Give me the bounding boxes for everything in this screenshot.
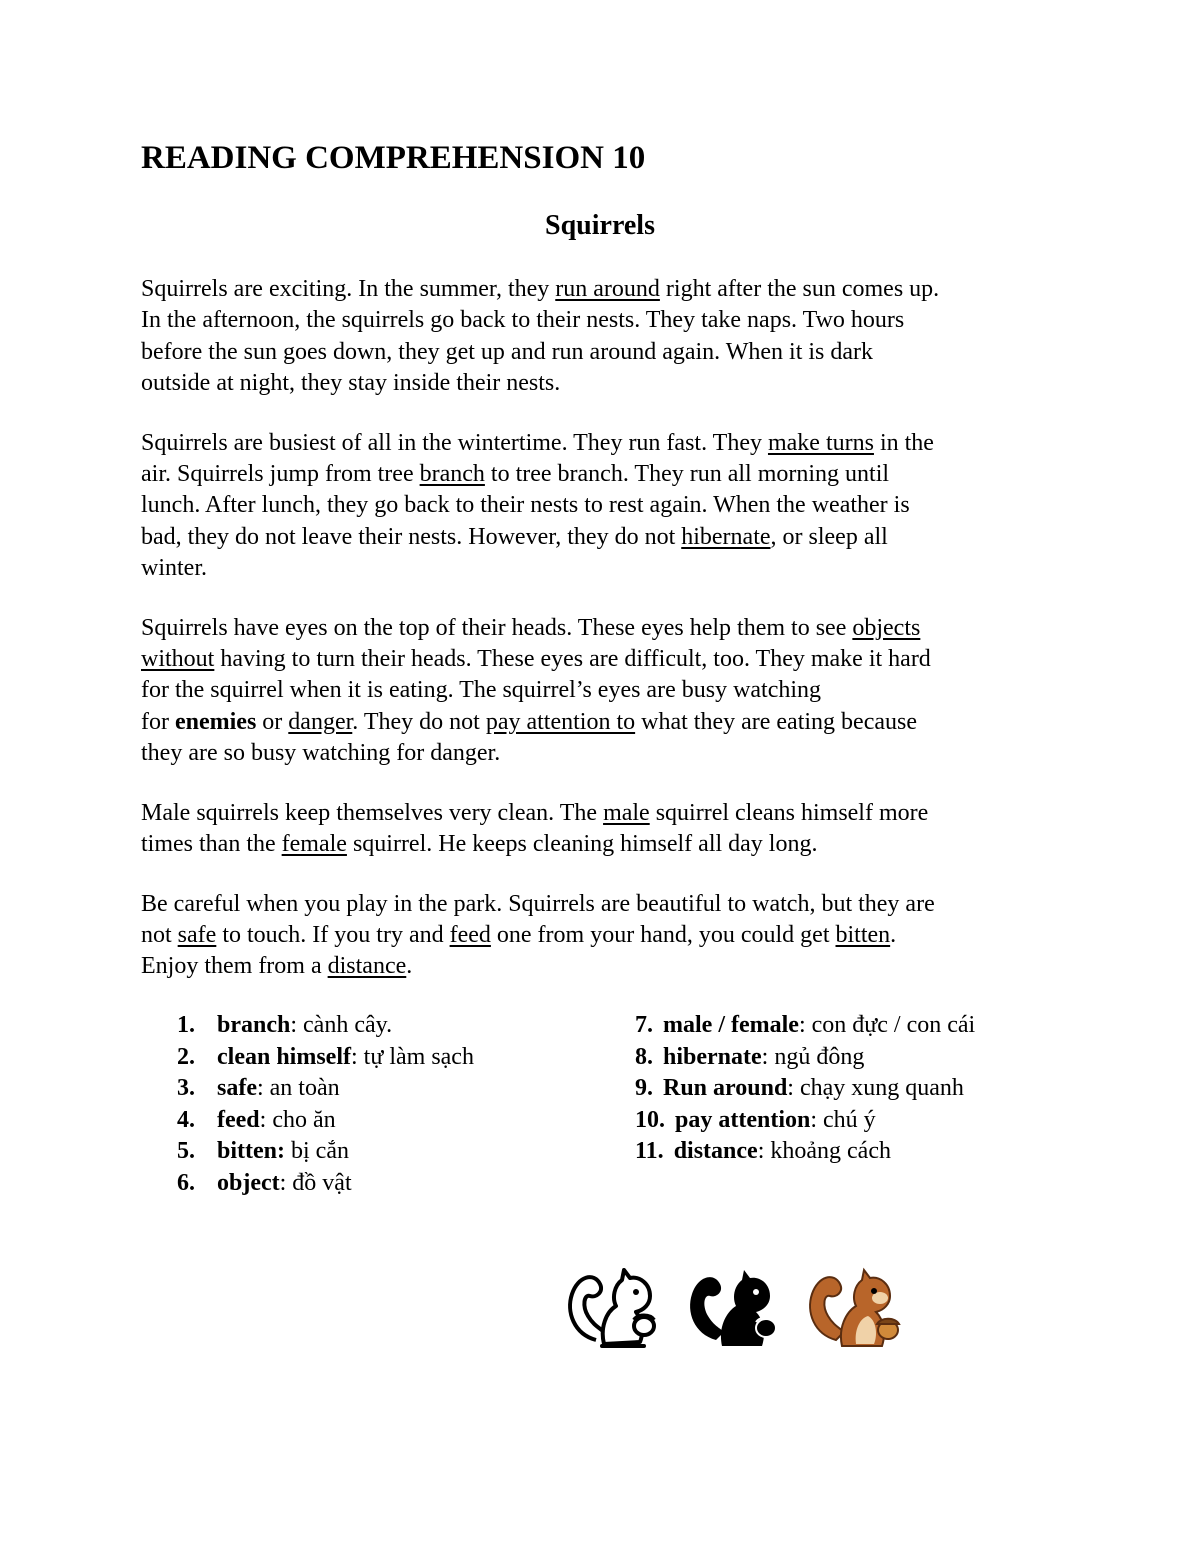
vocabulary-item [177,1073,474,1105]
vocabulary-number: 8. [635,1043,653,1070]
text-run: for the squirrel when it is eating. The squirrel’s eyes are busy watching [141,677,822,704]
text-line [141,553,1061,584]
text-line [141,522,1061,553]
text-line [141,428,1061,459]
text-run: or [256,708,289,735]
text-run: squirrel cleans himself more [649,799,929,826]
underlined-term: hibernate [681,523,771,550]
vocabulary-term: bitten: [217,1138,285,1165]
vocabulary-item [177,1042,474,1074]
vocabulary-term: branch [217,1012,291,1038]
vocabulary-item [635,1042,975,1074]
vocabulary-definition: : chú ý [810,1106,876,1133]
vocabulary-item [635,1105,975,1137]
vocabulary-item [635,1136,975,1168]
vocabulary-definition: : chạy xung quanh [787,1075,964,1102]
text-run: Enjoy them from a [141,953,328,980]
text-run: Be careful when you play in the park. Squirrels are beautiful to watch, but they are [141,890,935,917]
vocabulary-number: 3. [177,1075,195,1102]
squirrel-brown-icon [806,1262,906,1357]
vocabulary-term: object [217,1169,280,1196]
vocabulary-definition: : khoảng cách [757,1138,891,1165]
text-run: bad, they do not leave their nests. However, they do not [141,523,682,550]
vocabulary-column-left [177,1010,474,1200]
vocabulary-number: 4. [177,1106,195,1133]
text-run: what they are eating because [635,708,917,735]
text-line [141,459,1061,490]
text-run: Squirrels have eyes on the top of their heads. These eyes help them to see [141,614,853,641]
text-run: Squirrels are busiest of all in the wintertime. They run fast. They [141,429,768,456]
text-run: squirrel. He keeps cleaning himself all day long. [346,831,818,858]
squirrel-illustrations [566,1262,926,1362]
vocabulary-definition: : an toàn [256,1075,340,1102]
text-run: , or sleep all [770,523,888,550]
text-run: one from your hand, you could get [490,921,836,948]
text-line [141,829,1061,860]
vocabulary-item [635,1010,975,1042]
paragraph [141,274,1061,400]
text-line [141,490,1061,521]
text-run: not [141,921,178,948]
vocabulary-number: 6. [177,1169,195,1196]
text-run: winter. [141,555,207,582]
vocabulary-definition: : ngủ đông [761,1043,865,1070]
vocabulary-column-right [635,1010,975,1168]
underlined-term: safe [177,921,217,948]
vocabulary-term: Run around [663,1075,788,1102]
text-line [141,613,1061,644]
story-title: Squirrels [545,210,655,241]
text-run: in the [873,429,934,456]
text-line [141,951,1061,982]
vocabulary-term: safe [217,1075,257,1102]
vocabulary-number: 9. [635,1075,653,1102]
vocabulary-item [177,1105,474,1137]
text-line [141,707,1061,738]
text-run: times than the [141,831,282,858]
vocabulary-term: feed [217,1106,260,1133]
paragraph [141,428,1061,585]
text-run: Squirrels are exciting. In the summer, they [141,276,556,302]
text-line [141,920,1061,951]
text-line [141,644,1061,675]
vocabulary-term: distance [673,1138,758,1165]
paragraph [141,613,1061,770]
vocabulary-definition: : cho ăn [259,1106,336,1133]
underlined-term: feed [449,921,491,948]
vocabulary-item [177,1136,474,1168]
vocabulary-term: clean himself [217,1043,351,1070]
underlined-term: pay attention to [485,708,636,735]
underlined-term: distance [327,953,407,980]
underlined-term: bitten [835,921,891,948]
text-run: having to turn their heads. These eyes are difficult, too. They make it hard [214,646,931,673]
vocabulary-definition: : tự làm sạch [350,1043,474,1070]
text-line [141,738,1061,769]
squirrel-black-icon [686,1262,786,1357]
text-run: lunch. After lunch, they go back to their nests to rest again. When the weather is [141,492,910,519]
vocabulary-definition: : con đực / con cái [798,1012,976,1038]
text-line [141,798,1061,829]
text-run: . [890,921,897,948]
text-line [141,305,1061,336]
text-line [141,274,1061,305]
vocabulary-number: 1. [177,1012,195,1038]
underlined-term: make turns [767,429,874,456]
vocabulary-term: hibernate [663,1043,762,1070]
underlined-term: run around [555,276,660,302]
text-run: before the sun goes down, they get up and run around again. When it is dark [141,338,874,365]
underlined-term: branch [419,461,485,488]
text-run: to touch. If you try and [216,921,450,948]
vocabulary-definition: : đồ vật [279,1169,352,1196]
text-run: . [406,953,413,980]
bold-term: enemies [174,708,257,735]
text-line [141,337,1061,368]
vocabulary-item [177,1010,474,1042]
underlined-term: female [281,831,347,858]
underlined-term: male [603,799,650,826]
text-run: to tree branch. They run all morning until [484,461,890,488]
underlined-term: danger [288,708,353,735]
vocabulary-term: male / female [663,1012,799,1038]
text-run: Male squirrels keep themselves very clean. The [141,799,604,826]
text-run: . They do not [352,708,486,735]
vocabulary-number: 11. [635,1138,664,1165]
text-run: air. Squirrels jump from tree [141,461,420,488]
squirrel-outline-icon [566,1262,666,1357]
text-line [141,368,1061,399]
underlined-term: without [141,646,215,673]
vocabulary-item [177,1168,474,1200]
reading-passage [141,274,1061,1011]
vocabulary-item [635,1073,975,1105]
vocabulary-number: 7. [635,1012,653,1038]
vocabulary-number: 10. [635,1106,665,1133]
text-line [141,889,1061,920]
text-run: they are so busy watching for danger. [141,740,501,767]
text-run: for [141,708,175,735]
paragraph [141,889,1061,983]
text-run: outside at night, they stay inside their nests. [141,370,561,397]
vocabulary-number: 5. [177,1138,195,1165]
vocabulary-definition: : cành cây. [290,1012,393,1038]
paragraph [141,798,1061,861]
text-run: right after the sun comes up. [659,276,940,302]
vocabulary-term: pay attention [675,1106,811,1133]
underlined-term: objects [852,614,921,641]
vocabulary-definition: bị cắn [285,1138,349,1165]
text-run: In the afternoon, the squirrels go back to their nests. They take naps. Two hours [141,307,905,334]
text-line [141,675,1061,706]
document-title: READING COMPREHENSION 10 [141,140,646,176]
vocabulary-number: 2. [177,1043,195,1070]
